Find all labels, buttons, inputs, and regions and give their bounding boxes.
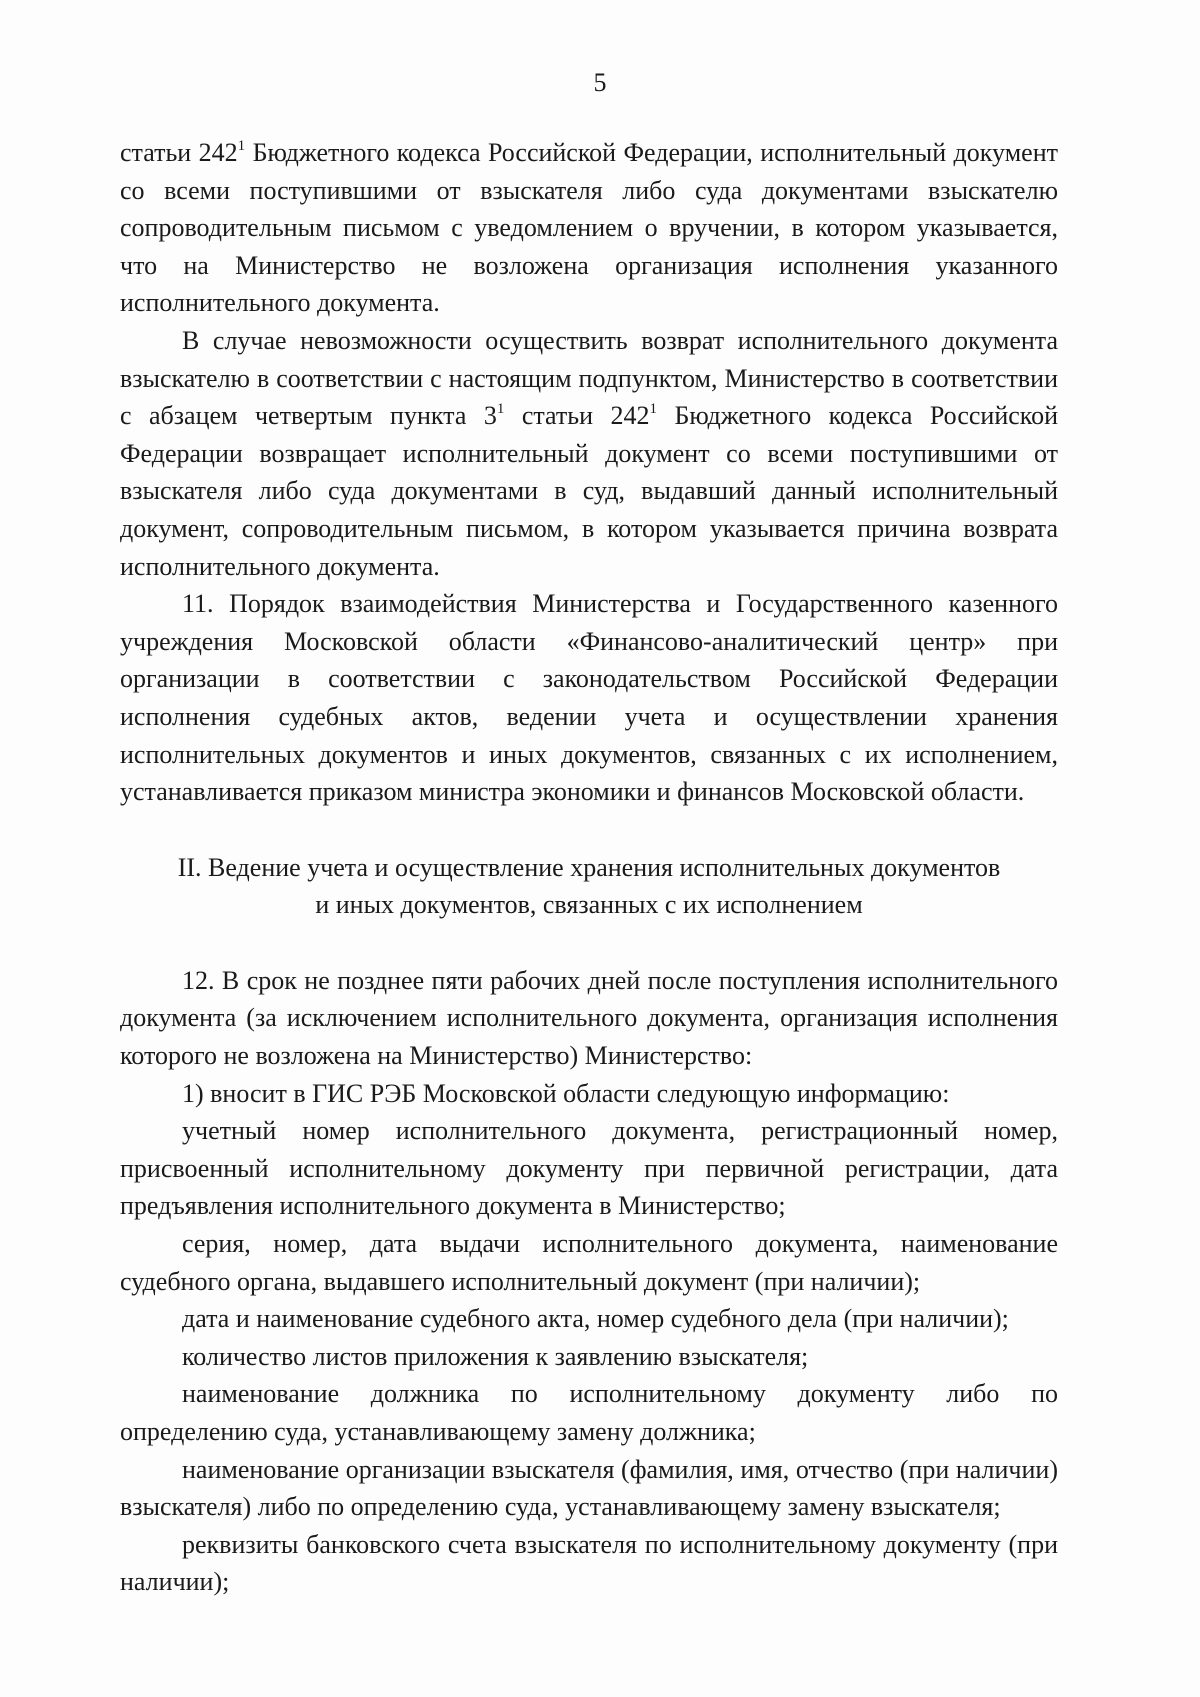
paragraph-return-to-claimant [120, 134, 1058, 322]
sub-item-claimant: наименование организации взыскателя (фамилия, имя, отчество (при наличии) взыскателя) либо по определению суда, устанавливающему замену взыскателя; [120, 1454, 1058, 1522]
document-body [120, 134, 1058, 1601]
sub-item-registration: учетный номер исполнительного документа, регистрационный номер, присвоенный исполнительному документу при первичной регистрации, дата предъявления исполнительного документа в Министерство; [120, 1116, 1058, 1221]
section-heading [120, 849, 1058, 924]
list-item-1: 1) вносит в ГИС РЭБ Московской области следующую информацию: [182, 1078, 950, 1108]
sub-item-sheet-count: количество листов приложения к заявлению взыскателя; [182, 1341, 809, 1371]
sub-item-series-number: серия, номер, дата выдачи исполнительного документа, наименование судебного органа, выдавшего исполнительный документ (при наличии); [120, 1229, 1058, 1296]
sub-item-bank-account: реквизиты банковского счета взыскателя по исполнительному документу (при наличии); [120, 1529, 1058, 1597]
section-heading-line-2: и иных документов, связанных с их исполнением [315, 890, 863, 920]
section-heading-line-1: II. Ведение учета и осуществление хранения исполнительных документов [177, 852, 1001, 882]
text-fragment: Бюджетного кодекса Российской Федерации возвращает исполнительный документ со всеми поступившими от взыскателя либо суда документами в суд, выдавший данный исполнительный документ, сопроводительным письмом, в котором указывается причина возврата исполнительного документа. [120, 401, 1058, 581]
superscript: 1 [237, 138, 246, 154]
text-fragment: статьи 242 [504, 401, 650, 431]
page-number: 5 [593, 68, 607, 97]
superscript: 1 [649, 401, 658, 418]
text-fragment: статьи 242 [120, 138, 238, 167]
text-fragment: Бюджетного кодекса Российской Федерации, исполнительный документ со всеми поступившими от взыскателя либо суда документами взыскателю сопроводительным письмом с уведомлением о вручении, в котором указывается, что на Министерство не возложена организация исполнения указанного исполнительного документа. [120, 138, 1058, 318]
superscript: 1 [496, 401, 505, 418]
text-fragment: В случае невозможности осуществить возврат исполнительного документа взыскателю в соответствии с настоящим подпунктом, Министерство в соответствии с абзацем четвертым пункта 3 [120, 325, 1058, 431]
sub-item-court-act: дата и наименование судебного акта, номер судебного дела (при наличии); [182, 1304, 1009, 1334]
sub-item-debtor: наименование должника по исполнительному документу либо по определению суда, устанавливающему замену должника; [120, 1379, 1058, 1446]
paragraph-12: 12. В срок не позднее пяти рабочих дней после поступления исполнительного документа (за исключением исполнительного документа, организация исполнения которого не возложена на Министерство) Министерство: [120, 965, 1058, 1071]
paragraph-11: 11. Порядок взаимодействия Министерства и Государственного казенного учреждения Московской области «Финансово-аналитический центр» при организации в соответствии с законодательством Российской Федерации исполнения судебных актов, ведении учета и осуществлении хранения исполнительных документов и иных документов, связанных с их исполнением, устанавливается приказом министра экономики и финансов Московской области. [120, 589, 1058, 807]
paragraph-return-to-court [120, 322, 1058, 585]
